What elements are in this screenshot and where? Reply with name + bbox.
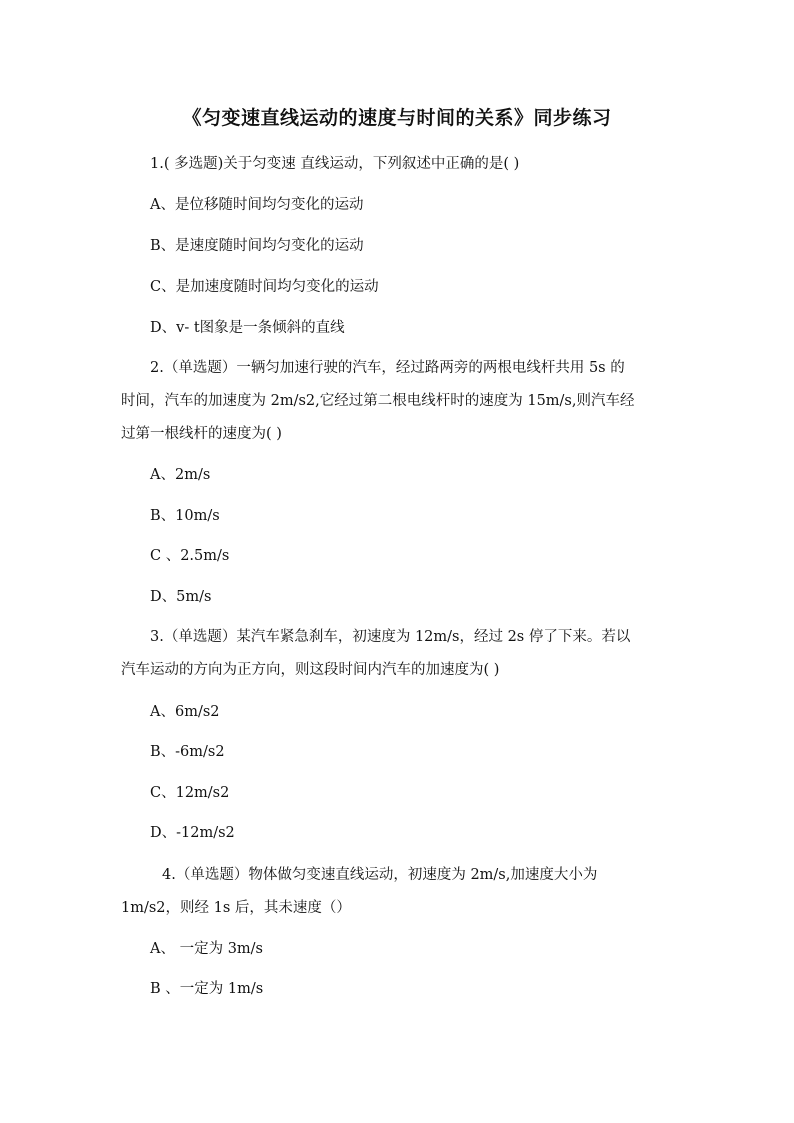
question-2-option-a: A、2m/s — [150, 467, 211, 483]
question-1-option-b: B、是速度随时间均匀变化的运动 — [150, 238, 364, 254]
document-title: 《匀变速直线运动的速度与时间的关系》同步练习 — [182, 107, 612, 129]
question-3-option-a: A、6m/s2 — [150, 704, 220, 720]
question-2-option-c: C 、2.5m/s — [150, 548, 230, 564]
question-3-stem-line-1: 3.（单选题）某汽车紧急刹车，初速度为 12m/s，经过 2s 停了下来。若以 — [150, 629, 631, 645]
question-1-option-c: C、是加速度随时间均匀变化的运动 — [150, 279, 379, 295]
question-4-option-a: A、 一定为 3m/s — [150, 941, 263, 957]
question-1-option-a: A、是位移随时间均匀变化的运动 — [150, 197, 364, 213]
question-1-stem: 1.( 多选题)关于匀变速 直线运动，下列叙述中正确的是( ) — [150, 156, 520, 172]
question-2-stem-line-3: 过第一根线杆的速度为( ) — [121, 426, 282, 442]
question-3-stem-line-2: 汽车运动的方向为正方向，则这段时间内汽车的加速度为( ) — [121, 662, 500, 678]
question-3-option-d: D、-12m/s2 — [150, 825, 235, 841]
question-4-option-b: B 、一定为 1m/s — [150, 981, 264, 997]
question-1-option-d: D、v- t图象是一条倾斜的直线 — [150, 320, 345, 336]
question-2-stem-line-1: 2.（单选题）一辆匀加速行驶的汽车，经过路两旁的两根电线杆共用 5s 的 — [150, 360, 625, 376]
question-4-stem-line-1: 4.（单选题）物体做匀变速直线运动，初速度为 2m/s,加速度大小为 — [162, 867, 598, 883]
question-2-option-b: B、10m/s — [150, 508, 220, 524]
question-3-option-c: C、12m/s2 — [150, 785, 230, 801]
question-4-stem-line-2: 1m/s2，则经 1s 后，其未速度（） — [121, 900, 351, 916]
question-2-option-d: D、5m/s — [150, 589, 212, 605]
question-3-option-b: B、-6m/s2 — [150, 744, 225, 760]
question-2-stem-line-2: 时间，汽车的加速度为 2m/s2,它经过第二根电线杆时的速度为 15m/s,则汽车经 — [121, 393, 635, 409]
